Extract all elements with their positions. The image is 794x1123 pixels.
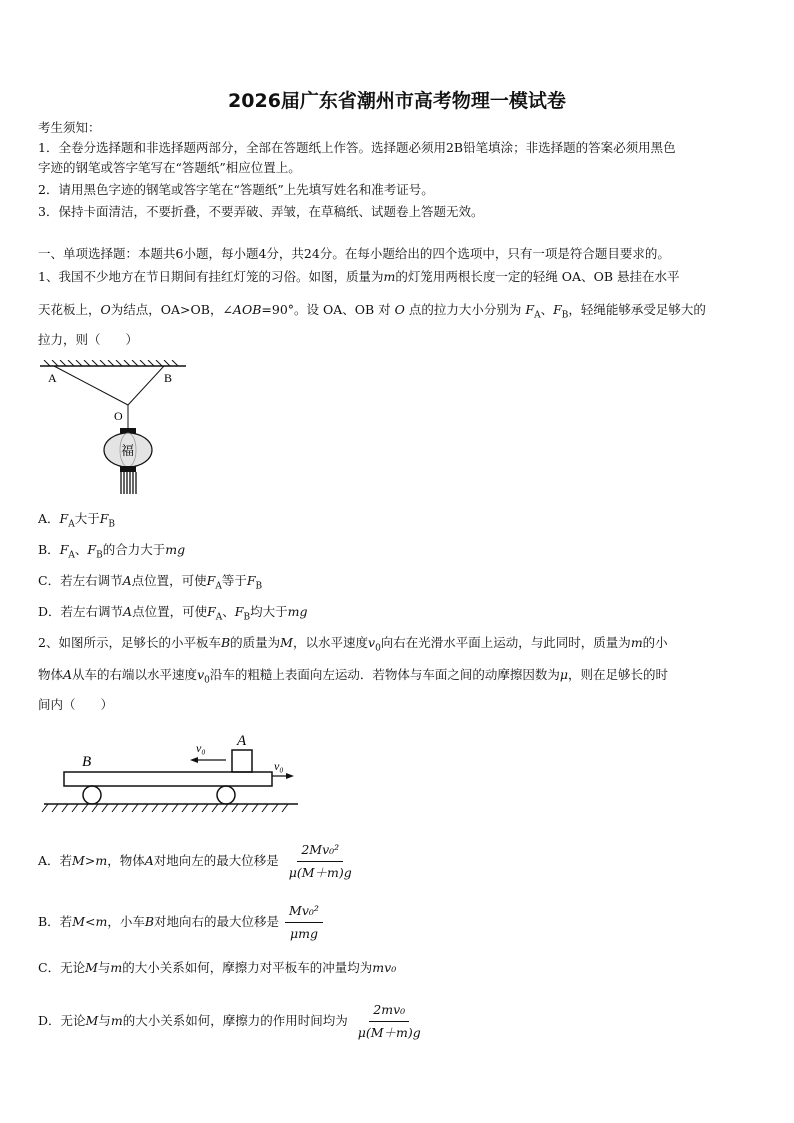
lantern-figure (36, 360, 196, 500)
lantern-character: 福 (121, 444, 135, 459)
q2-line1: 2、如图所示，足够长的小平板车B的质量为M，以水平速度$v_0$向右在光滑水平面上运动，与此同时，质量为m的小 (38, 635, 668, 654)
q1-option-c[interactable]: C．若左右调节A点位置，可使$F_A$等于$F_B$ (38, 573, 263, 592)
fraction: $\frac{\text{2Mv₀²}}{\mu(M+m)g}$ (288, 842, 352, 880)
fraction: $\frac{\text{2mv₀}}{\mu(M+m)g}$ (357, 1002, 421, 1040)
q1-option-d[interactable]: D．若左右调节A点位置，可使$F_A$、$F_B$均大于mg (38, 604, 308, 623)
point-o-label: O (114, 409, 123, 423)
point-b-label: B (164, 371, 173, 385)
q2-line3: 间内（ ） (38, 697, 114, 712)
q2-option-d[interactable]: D．无论M与m的大小关系如何，摩擦力的作用时间均为 $\frac{\text{2mv₀}}{\mu(M+m)g}$ (38, 1000, 425, 1043)
q1-option-b[interactable]: B．$F_A$、$F_B$的合力大于mg (38, 542, 186, 561)
velocity-right-label: v₀ (274, 759, 284, 773)
cart-figure (40, 726, 310, 818)
q2-line2: 物体A从车的右端以水平速度$v_0$沿车的粗糙上表面向左运动．若物体与车面之间的动摩擦因数为μ，则在足够长的时 (38, 667, 669, 686)
cart-b-label: B (82, 754, 92, 770)
q1-line3: 拉力，则（ ） (38, 332, 139, 347)
q2-option-b[interactable]: B．若M<m，小车B对地向右的最大位移是 $\frac{\text{Mv₀²}}{\text{μmg}}$ (38, 901, 323, 944)
velocity-left-label: v₀ (196, 741, 206, 755)
notice-item: 字迹的钢笔或答字笔写在“答题纸”相应位置上。 (38, 160, 301, 175)
q1-line2: 天花板上，O为结点，OA>OB，∠AOB=90°。设 OA、OB 对 O 点的拉力大小分别为 $F_A$、$F_B$，轻绳能够承受足够大的 (38, 302, 706, 321)
q1-line1: 1、我国不少地方在节日期间有挂红灯笼的习俗。如图，质量为m的灯笼用两根长度一定的轻绳 OA、OB 悬挂在水平 (38, 269, 680, 284)
page-title: 2026届广东省潮州市高考物理一模试卷 (228, 90, 566, 112)
q1-option-a[interactable]: A．$F_A$大于$F_B$ (38, 511, 116, 530)
q2-option-a[interactable]: A．若M>m，物体A对地向左的最大位移是 $\frac{\text{2Mv₀²}}{\mu(M+m)g}$ (38, 840, 356, 883)
q2-option-c[interactable]: C．无论M与m的大小关系如何，摩擦力对平板车的冲量均为mv₀ (38, 960, 397, 975)
fraction: $\frac{\text{Mv₀²}}{\text{μmg}}$ (285, 901, 323, 944)
point-a-label: A (48, 371, 57, 385)
notice-item: 1．全卷分选择题和非选择题两部分，全部在答题纸上作答。选择题必须用2B铅笔填涂；非选择题的答案必须用黑色 (38, 140, 676, 155)
notice-heading: 考生须知： (38, 120, 101, 135)
section-heading: 一、单项选择题：本题共6小题，每小题4分，共24分。在每小题给出的四个选项中，只有一项是符合题目要求的。 (38, 246, 670, 261)
notice-item: 3．保持卡面清洁，不要折叠，不要弄破、弄皱，在草稿纸、试题卷上答题无效。 (38, 204, 484, 219)
notice-item: 2．请用黑色字迹的钢笔或答字笔在“答题纸”上先填写姓名和准考证号。 (38, 182, 434, 197)
block-a-label: A (237, 733, 247, 749)
